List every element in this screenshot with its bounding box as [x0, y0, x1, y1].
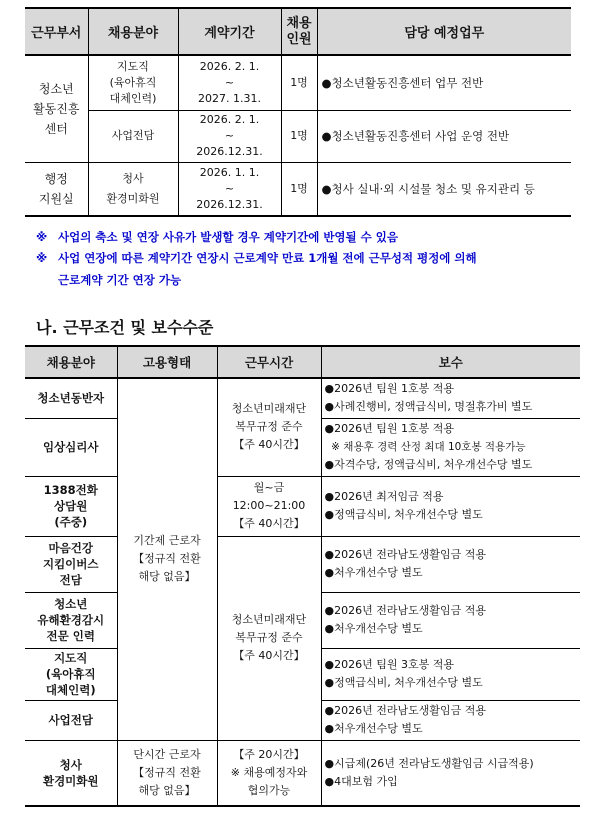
hours-line: 월~금	[253, 481, 285, 494]
field-cell	[25, 536, 117, 592]
header-hire-line2: 인원	[286, 31, 312, 47]
duty-cell: ●청소년활동진흥센터 사업 운영 전반	[317, 110, 571, 162]
note-contract-extension-cont: 근로계약 기간 연장 가능	[58, 273, 182, 287]
field-cell	[25, 476, 117, 536]
recruitment-table	[25, 7, 571, 217]
pay-cell	[321, 476, 580, 536]
employment-line: 해당 없음】	[138, 570, 196, 584]
field-line: 전담	[59, 573, 82, 587]
hours-line: 청소년미래재단	[231, 613, 307, 626]
pay-line: ●2026년 전라남도생활임금 적용	[324, 548, 486, 561]
table-row	[25, 536, 580, 592]
field-cell: 임상심리사	[25, 418, 117, 476]
period-line: ~	[224, 129, 235, 142]
field-line: 지킴이버스	[42, 557, 99, 571]
header-field: 채용분야	[25, 346, 117, 378]
note-contract-extension	[36, 250, 477, 267]
pay-line: ●2026년 전라남도생활임금 적용	[324, 604, 486, 617]
field-line: 전문 인력	[46, 629, 95, 643]
pay-cell	[321, 592, 580, 648]
dept-line: 센터	[44, 121, 68, 136]
dept-line: 청소년	[38, 81, 74, 96]
period-line: 2027. 1.31.	[198, 91, 261, 105]
dept-line: 지원실	[38, 191, 74, 206]
field-cell	[25, 740, 117, 806]
period-line: ~	[224, 75, 235, 89]
hours-line: ※ 채용예정자와	[230, 765, 308, 779]
pay-cell	[321, 648, 580, 700]
employment-line: 【정규직 전환	[133, 552, 201, 566]
field-line: 환경미화원	[106, 191, 160, 205]
note-text: 사업 연장에 따른 계약기간 연장시 근로계약 만료 1개월 전에 근무성적 평정에 의해	[58, 251, 477, 265]
period-line: ~	[224, 181, 235, 195]
period-line: 2026.12.31.	[196, 197, 263, 211]
header-dept: 근무부서	[25, 8, 88, 55]
hours-line: 【주 40시간】	[233, 649, 305, 662]
dept-line: 활동진흥	[33, 101, 80, 116]
dept-cell	[25, 162, 88, 216]
employment-line: 기간제 근로자	[133, 534, 201, 548]
field-cell: 사업전담	[88, 110, 178, 162]
pay-line: ※ 채용후 경력 산정 최대 10호봉 적용가능	[324, 441, 526, 453]
employment-line: 단시간 근로자	[133, 747, 201, 761]
field-line: 지도직	[54, 651, 88, 665]
hours-cell	[217, 476, 321, 536]
header-period: 계약기간	[178, 8, 281, 55]
field-line: 유해환경감시	[37, 613, 105, 627]
field-line: (주중)	[54, 515, 88, 529]
period-line: 2026.12.31.	[196, 145, 263, 158]
field-line: 마음건강	[48, 541, 93, 555]
table-row	[25, 110, 571, 162]
hire-cell: 1명	[281, 55, 317, 110]
duty-cell: ●청사 실내·외 시설물 청소 및 유지관리 등	[317, 162, 571, 216]
pay-line: ●2026년 팀원 1호봉 적용	[324, 422, 454, 435]
hours-cell	[217, 740, 321, 806]
table-row	[25, 740, 580, 806]
header-hire-count	[281, 8, 317, 55]
field-cell: 사업전담	[25, 700, 117, 740]
pay-line: ●정액급식비, 처우개선수당 별도	[324, 508, 483, 521]
field-line: 상담원	[54, 499, 88, 513]
duty-cell: ●청소년활동진흥센터 업무 전반	[317, 55, 571, 110]
pay-line: ●2026년 최저임금 적용	[324, 490, 444, 503]
pay-cell	[321, 378, 580, 418]
pay-line: ●2026년 팀원 3호봉 적용	[324, 658, 454, 671]
employment-line: 【정규직 전환	[133, 765, 201, 779]
hours-cell	[217, 378, 321, 476]
hours-line: 12:00~21:00	[232, 499, 306, 512]
field-cell	[88, 162, 178, 216]
dept-line: 행정	[44, 171, 68, 186]
pay-line: ●처우개선수당 별도	[324, 566, 423, 579]
header-employment: 고용형태	[117, 346, 217, 378]
field-line: (육아휴직	[45, 667, 96, 681]
pay-line: ●자격수당, 정액급식비, 처우개선수당 별도	[324, 458, 533, 471]
section-title: 나. 근무조건 및 보수수준	[36, 318, 214, 337]
hours-line: 협의가능	[247, 783, 291, 797]
field-line: 청소년	[54, 597, 88, 611]
employment-line: 해당 없음】	[138, 783, 196, 797]
field-line: 청사	[59, 757, 82, 772]
pay-cell	[321, 740, 580, 806]
table-row	[25, 55, 571, 110]
hire-cell: 1명	[281, 162, 317, 216]
note-mark: ※	[36, 230, 48, 244]
field-line: 1388전화	[43, 483, 98, 497]
table-header-row	[25, 8, 571, 55]
field-cell	[25, 648, 117, 700]
header-hire-line1: 채용	[286, 15, 312, 31]
pay-line: ●처우개선수당 별도	[324, 722, 423, 735]
field-line: 지도직	[117, 59, 149, 73]
conditions-table	[25, 345, 580, 807]
note-text: 사업의 축소 및 연장 사유가 발생할 경우 계약기간에 반영될 수 있음	[58, 230, 398, 244]
header-duty: 담당 예정업무	[317, 8, 571, 55]
field-line: 환경미화원	[42, 773, 99, 788]
table-row	[25, 162, 571, 216]
period-cell	[178, 110, 281, 162]
hours-line: 【주 20시간】	[233, 747, 305, 761]
pay-cell	[321, 700, 580, 740]
table-row	[25, 476, 580, 536]
hours-line: 【주 40시간】	[233, 517, 305, 530]
hours-line: 복무규정 준수	[235, 631, 303, 644]
hire-cell: 1명	[281, 110, 317, 162]
field-line: 청사	[122, 171, 144, 185]
pay-line: ●처우개선수당 별도	[324, 622, 423, 635]
header-pay: 보수	[321, 346, 580, 378]
period-line: 2026. 2. 1.	[199, 113, 260, 126]
header-field: 채용분야	[88, 8, 178, 55]
employment-cell	[117, 740, 217, 806]
field-cell: 청소년동반자	[25, 378, 117, 418]
period-line: 2026. 1. 1.	[199, 165, 260, 179]
hours-line: 【주 40시간】	[233, 438, 305, 452]
table-header-row	[25, 346, 580, 378]
field-cell	[88, 55, 178, 110]
period-cell	[178, 55, 281, 110]
field-line: 대체인력)	[45, 683, 96, 697]
dept-cell	[25, 55, 88, 162]
hours-line: 복무규정 준수	[235, 420, 303, 434]
pay-line: ●4대보험 가입	[324, 774, 398, 788]
hours-cell	[217, 536, 321, 740]
employment-cell	[117, 378, 217, 740]
field-line: (육아휴직	[109, 75, 157, 89]
pay-line: ●정액급식비, 처우개선수당 별도	[324, 676, 483, 689]
note-mark: ※	[36, 251, 48, 265]
period-cell	[178, 162, 281, 216]
pay-line: ●사례진행비, 정액급식비, 명절휴가비 별도	[324, 400, 533, 414]
hours-line: 청소년미래재단	[231, 402, 307, 416]
pay-line: ●2026년 전라남도생활임금 적용	[324, 704, 486, 717]
pay-cell	[321, 536, 580, 592]
pay-line: ●시급제(26년 전라남도생활임금 시급적용)	[324, 756, 534, 770]
period-line: 2026. 2. 1.	[199, 59, 260, 73]
pay-line: ●2026년 팀원 1호봉 적용	[324, 382, 454, 396]
header-hours: 근무시간	[217, 346, 321, 378]
field-cell	[25, 592, 117, 648]
field-line: 대체인력)	[109, 91, 157, 105]
note-contract-period	[36, 229, 398, 246]
pay-cell	[321, 418, 580, 476]
table-row	[25, 378, 580, 418]
